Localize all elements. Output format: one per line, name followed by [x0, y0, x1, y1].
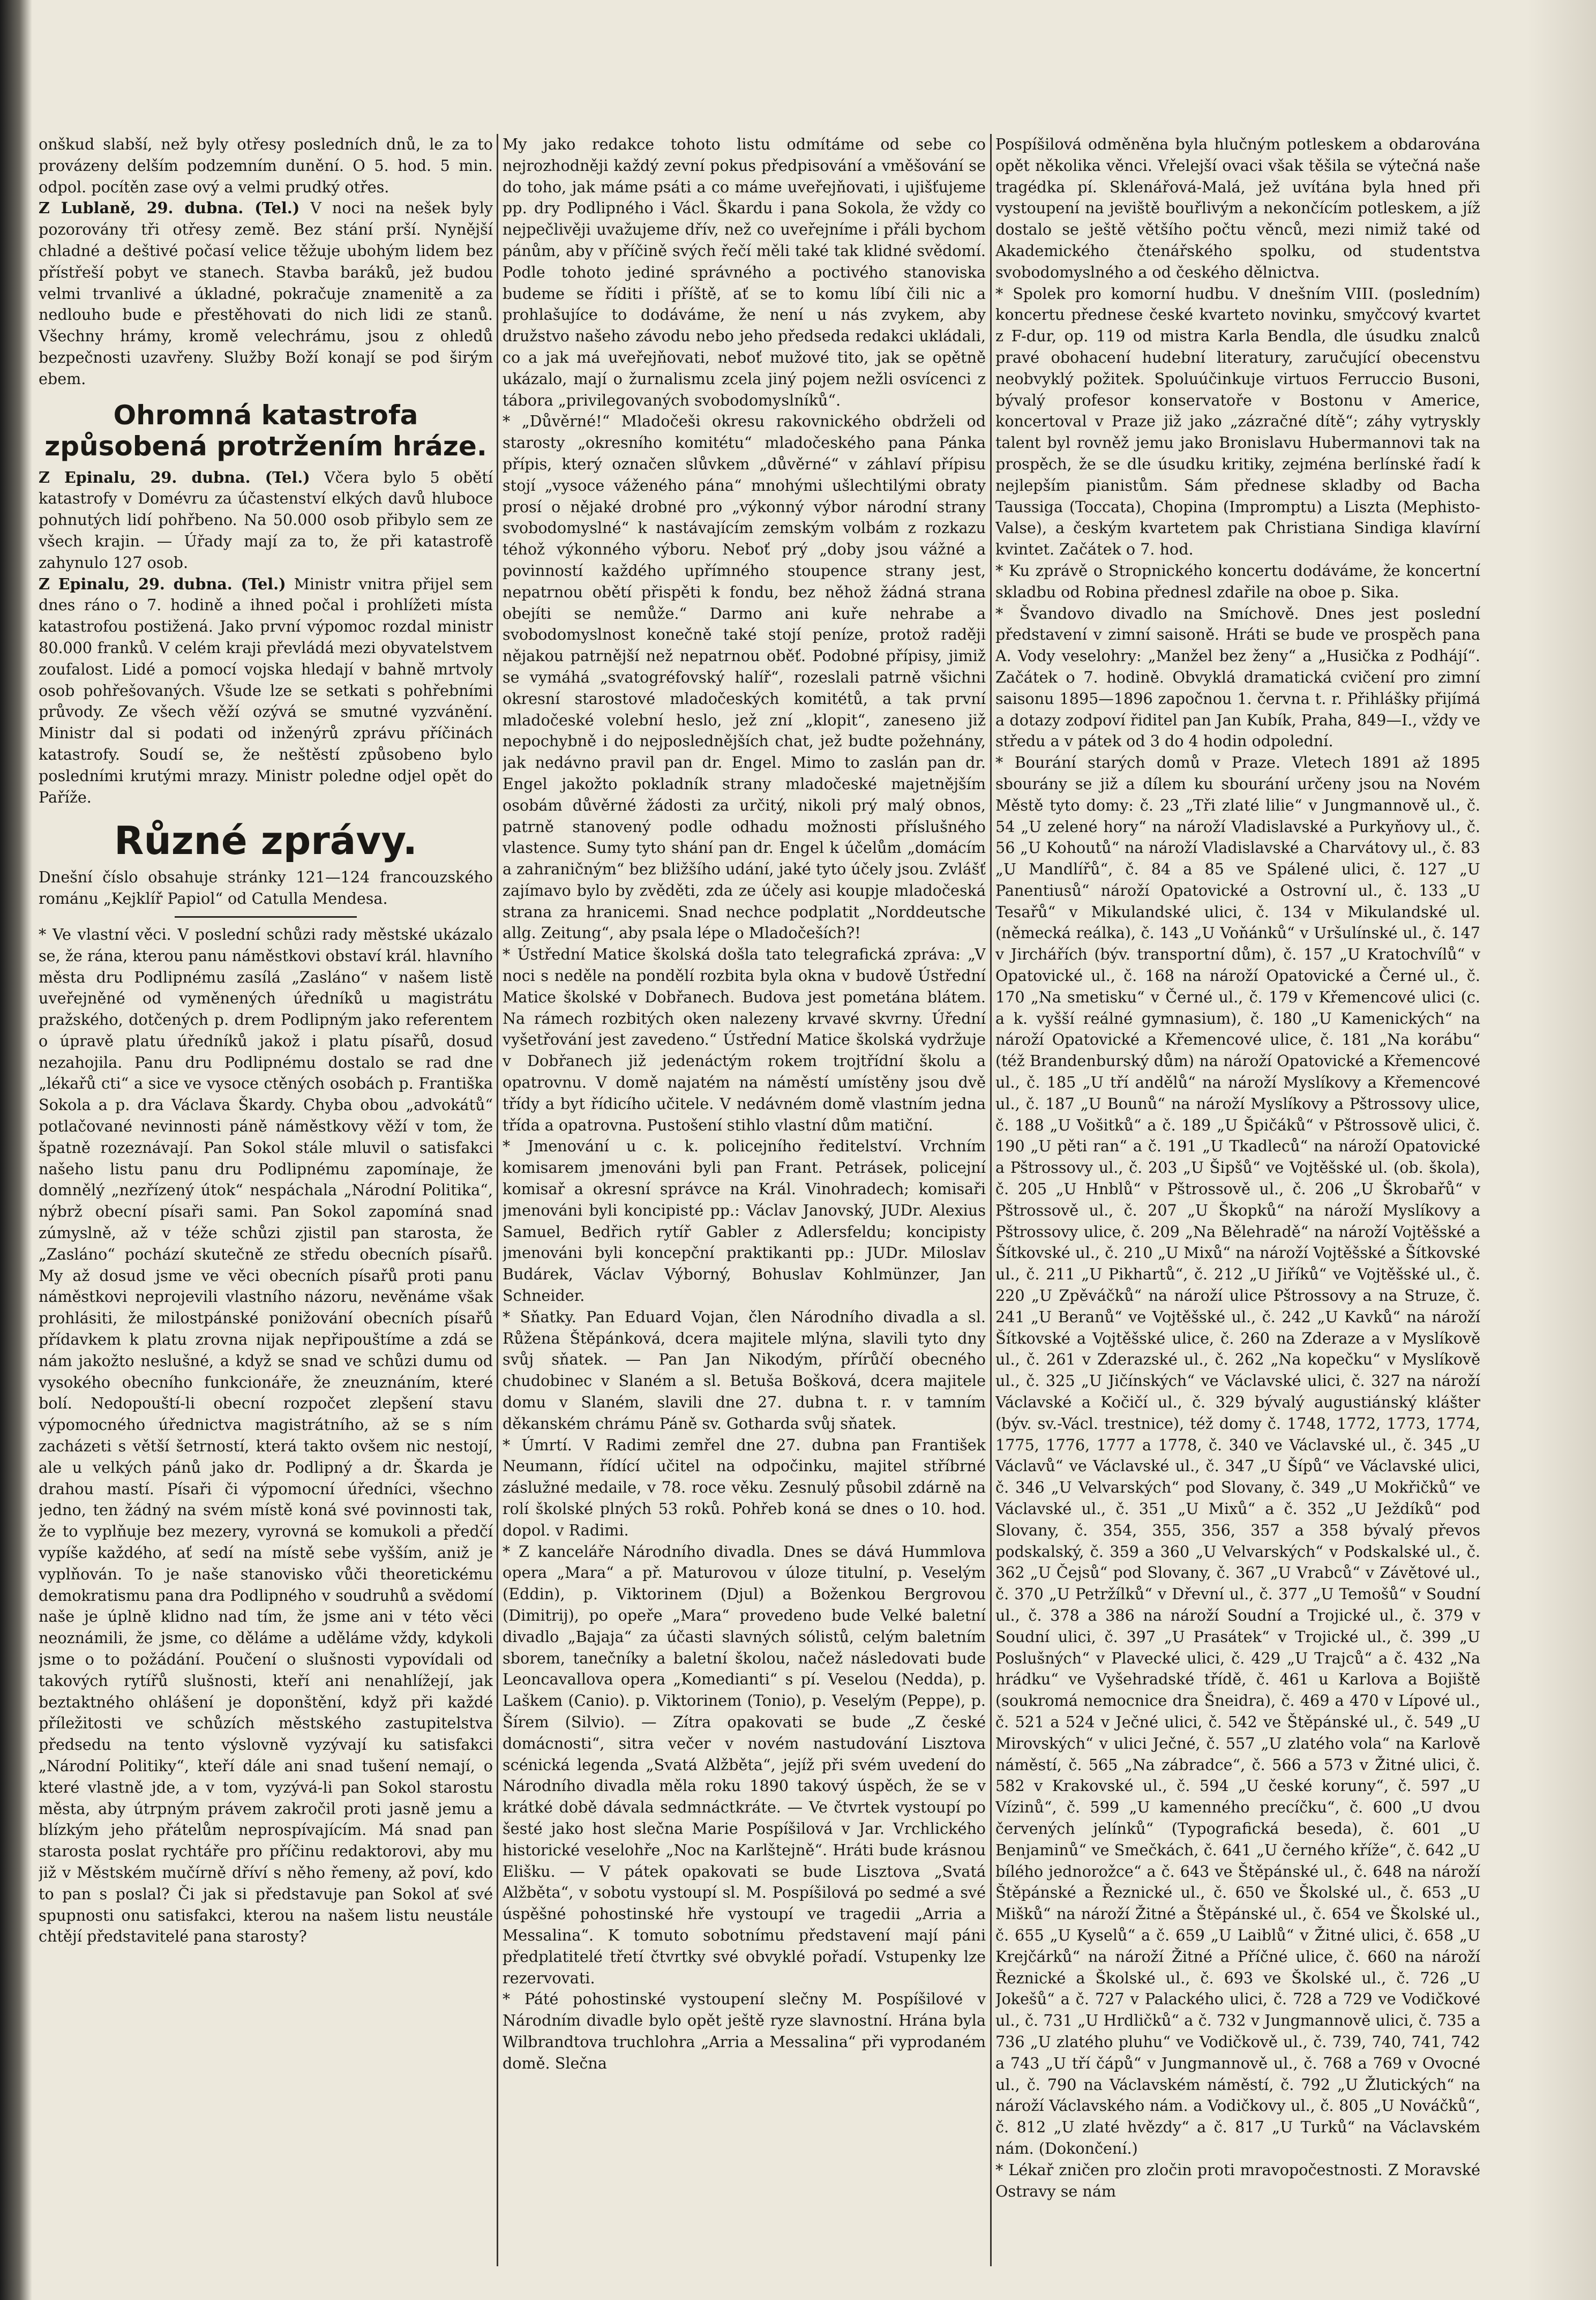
divider	[175, 916, 356, 918]
page-margin-right	[1526, 0, 1596, 2300]
article-paragraph: My jako redakce tohoto listu odmítáme od sebe co nejrozhodněji každý zevní pokus předpisování a vměšování se do toho, jak máme psáti a co máme uveřejňovati, i ujišťujeme pp. dry Podlipného i Václ. Škardu i pana Sokola, že vždy co nejpečlivěji uvažujeme dřív, než co uveřejníme i přáli bychom pánům, aby v příčině svých řečí měli také tak klidné svědomí. Podle tohoto jediné správného a poctivého stanoviska budeme se říditi i příště, ať se to komu líbí čili nic a prohlašujíce to dodáváme, že není u nás zvykem, aby družstvo našeho závodu nebo jeho předseda redakci ukládali, co a jak má uveřejňovati, neboť mužové tito, jak se opětně ukázalo, mají o žurnalismu zcela jiný pojem nežli osvícenci z tábora „privilegovaných svobodomyslníků“.	[503, 135, 986, 409]
article-text: Včera bylo 5 obětí katastrofy v Domévru za účastenství elkých davů hluboce pohnutých lidí pohřbeno. Na 50.000 osob přibylo sem ze všech krajin. — Úřady mají za to, že při katastrofě zahynulo 127 osob.	[39, 468, 493, 572]
page-binding-shadow	[0, 0, 32, 2300]
article-paragraph: * „Důvěrné!“ Mladočeši okresu rakovnického obdrželi od starosty „okresního komitétu“ mladočeského pana Pánka přípis, který označen slůvkem „důvěrné“ v záhlaví přípisu stojí „vysoce váženého pána“ mnohými ušlechtilými obraty prosí o nějaké drobné pro „výkonný výbor národní strany svobodomyslné“ k nastávajícím zemským volbám z rozkazu téhož výkonného výboru. Neboť prý „doby jsou vážné a povinností každého upřímného stoupence strany jest, nepatrnou obětí přispěti k fondu, bez něhož žádná strana obejíti se nemůže.“ Darmo ani kuře nehrabe a svobodomyslnost konečně také stojí peníze, protož raději nějakou patrnější než nepatrnou oběť. Podobné přípisy, jimiž se vymáhá „svatogréfovský halíř“, rozeslali patrně všichni okresní starostové mladočeských komitétů, a tak první mladočeské volební heslo, jež zní „klopit“, zaneseno již nepochybně i do nejposlednějších chat, jež budte požehnány, jak nedávno pravil pan dr. Engel. Mimo to zaslán pan dr. Engel jakožto pokladník strany mladočeské majetnějším osobám důvěrné žádosti za určitý, nikoli prý malý obnos, patrně stanovený podle odhadu možnosti příslušného vlastence. Sumy tyto shání pan dr. Engel k účelům „domácím a zahraničným“ bez bližšího udání, jaké tyto účely jsou. Zvlášť zajímavo bylo by zvěděti, zda ze účely asi koupje mladočeská strana za hranicemi. Snad nechce podplatit „Norddeutsche allg. Zeitung“, aby psala lépe o Mladočeších?!	[503, 412, 986, 942]
column-rule	[990, 134, 992, 2266]
article-paragraph: * Švandovo divadlo na Smíchově. Dnes jest poslední představení v zimní saisoně. Hráti se bude ve prospěch pana A. Vody veselohry: „Manžel bez ženy“ a „Husička z Podhájí“. Začátek o 7. hodině. Obvyklá dramatická cvičení pro zimní saisonu 1895—1896 započnou 1. června t. r. Přihlášky přijímá a dotazy zodpoví řiditel pan Jan Kubík, Praha, 849—I., vždy ve středu a v pátek od 3 do 4 hodin odpolední.	[995, 604, 1480, 751]
dateline: Z Lublaně, 29. dubna. (Tel.)	[39, 199, 300, 218]
article-paragraph: * Úmrtí. V Radimi zemřel dne 27. dubna pan František Neumann, řídící učitel na odpočinku, majitel stříbrné záslužné medaile, v 78. roce věku. Zesnulý působil zdárně na rolí školské plných 53 roků. Pohřeb koná se dnes o 10. hod. dopol. v Radimi.	[503, 1435, 986, 1539]
article-text: V noci na nešek byly pozorovány tři otřesy země. Bez stání prší. Nynější chladné a deštivé počasí velice těžuje ubohým lidem bez přístřeší pobyt ve stanech. Stavba baráků, jež budou velmi trvanlivé a úkladné, pokračuje znamenitě a za nedlouho bude e přestěhovati do nich lidi ze stanů. Všechny hrámy, kromě velechrámu, jsou z ohledů bezpečnosti uzavřeny. Služby Boží konají se pod širým ebem.	[39, 199, 493, 388]
article-paragraph: * Sňatky. Pan Eduard Vojan, člen Národního divadla a sl. Růžena Štěpánková, dcera majitele mlýna, slavili tyto dny svůj sňatek. — Pan Jan Nikodým, přírůčí obecného chudobinec v Slaném a sl. Betuša Bošková, dcera majitele domu v Slaném, slavili dne 27. dubna t. r. v tamním děkanském chrámu Páně sv. Gotharda svůj sňatek.	[503, 1307, 986, 1433]
column-left	[39, 134, 493, 2272]
article-headline: Ohromná katastrofa způsobená protržením hráze.	[44, 399, 487, 462]
column-right	[995, 134, 1480, 2272]
section-headline: Různé zprávy.	[114, 818, 417, 864]
article-paragraph: * Páté pohostinské vystoupení slečny M. Pospíšilové v Národním divadle bylo opět ještě ryze slavnostní. Hrána byla Wilbrandtova truchlohra „Arria a Messalina“ při vyprodaném domě. Slečna	[503, 1990, 986, 2072]
article-paragraph: Pospíšilová odměněna byla hlučným potleskem a obdarována opět několika věnci. Vřelejší ovaci však těšila se výtečná naše tragédka pí. Sklenářová-Malá, jež uvítána byla hned při vystoupení na jeviště bouřlivým a nekončícím potleskem, a jíž dostalo se ještě většího počtu věnců, mezi nimiž také od Akademického čtenářského spolku, od studentstva svobodomyslného a od českého dělnictva.	[995, 135, 1480, 281]
article-paragraph: * Ústřední Matice školská došla tato telegrafická zpráva: „V noci s neděle na pondělí rozbita byla okna v budově Ústřední Matice školské v Dobřanech. Budova jest pometána blátem. Na rámech rozbitých oken nalezeny krvavé skvrny. Úřední vyšetřování jest zavedeno.“ Ústřední Matice školská vydržuje v Dobřanech již jedenáctým rokem trojtřídní školu a opatrovnu. V domě najatém na náměstí umístěny jsou dvě třídy a byt řídicího učitele. V nedávném domě vlastním jedna třída a opatrovna. Pustošení stihlo vlastní dům matiční.	[503, 945, 986, 1134]
dateline: Z Epinalu, 29. dubna. (Tel.)	[39, 574, 286, 593]
article-paragraph	[39, 467, 493, 574]
article-paragraph: * Jmenování u c. k. policejního ředitelství. Vrchním komisarem jmenováni byli pan Frant. Petrásek, policejní komisař a okresní správce na Král. Vinohradech; komisaři jmenováni byli koncipisté pp.: Václav Janovský, JUDr. Alexius Samuel, Bedřich rytíř Gabler z Adlersfeldu; koncipisty jmenováni byli koncepční praktikanti pp.: JUDr. Miloslav Budárek, Václav Výborný, Bohuslav Kohlmünzer, Jan Schneider.	[503, 1137, 986, 1305]
column-middle	[503, 134, 986, 2272]
article-paragraph: onškud slabší, než byly otřesy posledních dnů, le za to provázeny delším podzemním dunění. O 5. hod. 5 min. odpol. pocítěn zase ový a velmi prudký otřes.	[39, 135, 493, 196]
article-paragraph: Dnešní číslo obsahuje stránky 121—124 francouzského románu „Kejklíř Papiol“ od Catulla Mendesa.	[39, 868, 493, 908]
article-paragraph: * Bourání starých domů v Praze. Vletech 1891 až 1895 sbourány se již a dílem ku sbourání určeny jsou na Novém Městě tyto domy: č. 23 „Tři zlaté lilie“ v Jungmannově ul., č. 54 „U zelené hory“ na nároží Vladislavské a Purkyňovy ul., č. 56 „U Kohoutů“ na nároží Vladislavské a Charvátovy ul., č. 83 „U Mandlířů“, č. 84 a 85 ve Spálené ulici, č. 127 „U Panentiusů“ nároží Opatovické a Ostrovní ul., č. 133 „U Tesařů“ v Mikulandské ulici, č. 134 v Mikulandské ul. (německá reálka), č. 143 „U Voňánků“ v Uršulínské ul., č. 147 v Jirchářích (býv. transportní dům), č. 157 „U Kratochvílů“ v Opatovické ul., č. 168 na nároží Opatovické a Černé ul., č. 170 „Na smetisku“ v Černé ul., č. 179 v Křemencové ulici (c. a k. vyšší reálné gymnasium), č. 180 „U Kamenických“ na nároží Opatovické a Křemencové ulice, č. 181 „Na korábu“ (též Brandenburský dům) na nároží Opatovické a Křemencové ul., č. 185 „U tří andělů“ na nároží Myslíkovy a Křemencové ul., č. 187 „U Bounů“ na nároží Myslíkovy a Pštrossovy ulice, č. 188 „U Vošitků“ a č. 189 „U Špičáků“ v Pštrossově ulici, č. 190 „U pěti ran“ a č. 191 „U Tkadleců“ na nároží Opatovické a Pštrossovy ul., č. 203 „U Šipšů“ ve Vojtěšské ul. (ob. škola), č. 205 „U Hnblů“ v Pštrossově ul., č. 206 „U Škrobařů“ v Pštrossově ul., č. 207 „U Škopků“ na nároží Myslíkovy a Pštrossovy ulice, č. 209 „Na Bělehradě“ na nároží Vojtěšské a Šítkovské ul., č. 210 „U Mixů“ na nároží Vojtěšské a Šítkovské ul., č. 211 „U Pikhartů“, č. 212 „U Jiříků“ ve Vojtěšské ul., č. 220 „U Zpěváčků“ na nároží ulice Pštrossovy a na Struze, č. 241 „U Beranů“ ve Vojtěšské ul., č. 242 „U Kavků“ na nároží Šítkovské a Vojtěšské ulice, č. 260 na Zderaze a v Myslíkově ul., č. 261 v Zderazské ul., č. 262 „Na kopečku“ v Myslíkově ul., č. 325 „U Jičínských“ ve Václavské ulici, č. 327 na nároží Václavské a Kočičí ul., č. 329 bývalý augustiánský klášter (býv. sv.-Václ. trestnice), též domy č. 1748, 1772, 1773, 1774, 1775, 1776, 1777 a 1778, č. 340 ve Václavské ul., č. 345 „U Václavů“ ve Václavské ul., č. 347 „U Šípů“ ve Václavské ulici, č. 346 „U Velvarských“ pod Slovany, č. 349 „U Mokřičků“ ve Václavské ul., č. 351 „U Mixů“ a č. 352 „U Ježdíků“ pod Slovany, č. 354, 355, 356, 357 a 358 bývalý převos podskalský, č. 359 a 360 „U Velvarských“ v Podskalské ul., č. 362 „U Čejsů“ pod Slovany, č. 367 „U Vrabců“ v Závětové ul., č. 370 „U Petržílků“ v Dřevní ul., č. 377 „U Temošů“ v Soudní ul., č. 378 a 386 na nároží Soudní a Trojické ul., č. 379 v Soudní ulici, č. 397 „U Prasátek“ v Trojické ul., č. 399 „U Poslušných“ v Plavecké ulici, č. 429 „U Trajců“ a č. 432 „Na hrádku“ ve Vyšehradské třídě, č. 461 u Karlova a Bojiště (soukromá nemocnice dra Šneidra), č. 469 a 470 v Lípové ul., č. 521 a 524 v Ječné ulici, č. 542 ve Štěpánské ul., č. 549 „U Mirovských“ v ulici Ječné, č. 557 „U zlatého vola“ na Karlově náměstí, č. 565 „Na zábradce“, č. 566 a 573 v Žitné ulici, č. 582 v Krakovské ul., č. 594 „U české koruny“, č. 597 „U Vízinů“, č. 599 „U kamenného precíčku“, č. 600 „U dvou červených jelínků“ (Typografická beseda), č. 601 „U Benjaminů“ ve Smečkách, č. 641 „U černého kříže“, č. 642 „U bílého jednorožce“ a č. 643 ve Štěpánské ul., č. 648 na nároží Štěpánské a Řeznické ul., č. 650 ve Školské ul., č. 653 „U Mišků“ na nároží Žitné a Štěpánské ul., č. 654 ve Školské ul., č. 655 „U Kyselů“ a č. 659 „U Laiblů“ v Žitné ulici, č. 658 „U Krejčárků“ na nároží Žitné a Příčné ulice, č. 660 na nároží Řeznické a Školské ul., č. 693 ve Školské ul., č. 726 „U Jokešů“ a č. 727 v Palackého ulici, č. 728 a 729 ve Vodičkové ul., č. 731 „U Hrdličků“ a č. 732 v Jungmannově ulici, č. 735 a 736 „U zlatého pluhu“ ve Vodičkově ul., č. 739, 740, 741, 742 a 743 „U tří čápů“ v Jungmannově ul., č. 768 a 769 v Ovocné ul., č. 790 na Václavském náměstí, č. 792 „U Žlutických“ na nároží Václavského nám. a Vodičkovy ul., č. 805 „U Nováčků“, č. 812 „U zlaté hvězdy“ a č. 817 „U Turků“ na Václavském nám. (Dokončení.)	[995, 753, 1480, 2157]
article-paragraph: * Ku zprávě o Stropnického koncertu dodáváme, že koncertní skladbu od Robina přednesl zdařile na oboe p. Sika.	[995, 561, 1480, 601]
article-paragraph: * Z kanceláře Národního divadla. Dnes se dává Hummlova opera „Mara“ a př. Maturovou v úloze titulní, p. Veselým (Eddin), p. Viktorinem (Djul) a Boženkou Bergrovou (Dimitrij), po opeře „Mara“ provedeno bude Velké baletní divadlo „Bajaja“ za účasti slavných sólistů, celým baletním sborem, tanečníky a baletní školou, načež následovati bude Leoncavallova opera „Komedianti“ s pí. Veselou (Nedda), p. Laškem (Canio). p. Viktorinem (Tonio), p. Veselým (Peppe), p. Šírem (Silvio). — Zítra opakovati se bude „Z české domácnosti“, sitra večer v novém nastudování Lisztova scénická legenda „Svatá Alžběta“, jejíž při svém uvedení do Národního divadla měla roku 1890 takový úspěch, že se v krátké době dávala sedmnáctkráte. — Ve čtvrtek vystoupí po šesté jako host slečna Marie Pospíšilová v Jar. Vrchlického historické veselohře „Noc na Karlštejně“. Hráti bude krásnou Elišku. — V pátek opakovati se bude Lisztova „Svatá Alžběta“, v sobotu vystoupí sl. M. Pospíšilová po sedmé a své úspěšné pohostinské hře vystoupí ve tragedii „Arria a Messalina“. K tomuto sobotnímu představení mají páni předplatitelé třetí čtvrtky své obvyklé pořadí. Vstupenky lze rezervovati.	[503, 1542, 986, 1987]
dateline: Z Epinalu, 29. dubna. (Tel.)	[39, 468, 310, 486]
article-text: Ministr vnitra přijel sem dnes ráno o 7. hodině a ihned počal i prohlížeti místa katastrofou postižená. Jako první výpomoc rozdal ministr 80.000 franků. V celém kraji převládá mezi obyvatelstvem zoufalost. Lidé a pomocí vojska hledají v bahně mrtvoly osob pohřešovaných. Všude lze se setkati s pohřebními průvody. Ze všech věží ozývá se smutné vyzvánění. Ministr dal si podati od inženýrů zprávu příčinách katastrofy. Soudí se, že neštěstí způsobeno bylo posledními krutými mrazy. Ministr poledne odjel opět do Paříže.	[39, 574, 493, 806]
column-rule	[497, 134, 498, 2266]
article-paragraph	[39, 198, 493, 389]
article-paragraph: * Ve vlastní věci. V poslední schůzi rady městské ukázalo se, že rána, kterou panu náměstkovi obstaví král. hlavního města dru Podlipnému zasílá „Zasláno“ v našem listě uveřejněné od vyměnených úředníků u magistrátu pražského, dotčených p. drem Podlipným jako referentem o úpravě platu úředníků jakož i platu písařů, dosud nezahojila. Panu dru Podlipnému dostalo se rad dne „lékařů cti“ a sice ve vysoce ctěných osobách p. Františka Sokola a p. dra Václava Škardy. Chyba obou „advokátů“ potlačované nevinnosti páně náměstkovy věží v tom, že špatně rozeznávají. Pan Sokol stále mluvil o satisfakci našeho listu panu dru Podlipnému zapomínaje, že domnělý „nezřízený útok“ nespáchala „Národní Politika“, nýbrž obecní písaři sami. Pan Sokol zapomíná snad zúmyslně, až v téže schůzi zjistil pan starosta, že „Zasláno“ pochází skutečně ze středu obecních písařů. My až dosud jsme ve věci obecních písařů proti panu náměstkovi neprojevili vlastního názoru, nevěnáme však prohlásiti, že milostpánské ponižování obecních písařů přídavkem k platu zrovna nijak nepřipouštíme a zdá se nám jakožto neslušné, a když se snad ve schůzi dumu od vysokého obecního funkcionáře, že zneuznáním, které bolí. Nedopouští-li obecní rozpočet zlepšení stavu výpomocného úřednictva magistrátního, až se s ním zacházeti s větší šetrností, která takto ovšem nic nestojí, ale u velkých pánů jako dr. Podlipný a dr. Škarda je drahou mastí. Písaři či výpomocní úředníci, všechno jedno, ten žádný na svém místě koná své povinnosti tak, že to vyplňuje bez mezery, vyrovná se komukoli a předčí vypíše každého, ať sedí na místě sebe vyšším, aniž je vyplňován. To je naše stanovisko vůči theoretickému demokratismu pana dra Podlipného v soudruhů a svědomí naše je úplně klidno nad tím, že jsme ani v této věci neoznámili, že jsme, co děláme a uděláme vždy, kdykoli jsme o to požádání. Poučení o slušnosti vypovídali od takových rytířů slušnosti, kteří ani nenahlížejí, jak beztaktného ohlášení je doponštění, když při každé příležitosti ve schůzích městského zastupitelstva předsedu na tento výslovně vyzývají ku satisfakci „Národní Politiky“, kteří dále ani snad tušení nemají, o které vlastně jde, a v tom, vyzývá-li pan Sokol starostu města, aby útrpným právem zakročil proti jasně jemu a blízkým jeho přátelům neprospívajícím. Má snad pan starosta poslat rychtáře pro příčinu redaktorovi, aby mu již v Městském mučírně dříví s něho řemeny, až poví, kdo to pan s poslal? Či jak si představuje pan Sokol ať své spupnosti onu satisfakci, kterou na našem listu neustále chtějí představitelé pana starosty?	[39, 925, 493, 1946]
article-paragraph: * Spolek pro komorní hudbu. V dnešním VIII. (posledním) koncertu přednese české kvarteto novinku, smyčcový kvartet z F-dur, op. 119 od mistra Karla Bendla, dle úsudku znalců pravé obohacení hudební literatury, zaručující obecenstvu neobvyklý požitek. Spoluúčinkuje virtuos Ferruccio Busoni, bývalý profesor konservatoře v Bostonu v Americe, koncertoval v Praze již jako „zázračné dítě“; záhy vytryskly talent byl rovněž jemu jako Bronislavu Hubermannovi tak na prospěch, že se dle úsudku kritiky, zejména berlínské řadí k nejlepším pianistům. Sám přednese skladby od Bacha Taussiga (Toccata), Chopina (Impromptu) a Liszta (Mephisto-Valse), a českým kvartetem pak Christiana Sindiga klavírní kvintet. Začátek o 7. hod.	[995, 284, 1480, 559]
article-paragraph: * Lékař zničen pro zločin proti mravopočestnosti. Z Moravské Ostravy se nám	[995, 2160, 1480, 2200]
article-paragraph	[39, 574, 493, 808]
